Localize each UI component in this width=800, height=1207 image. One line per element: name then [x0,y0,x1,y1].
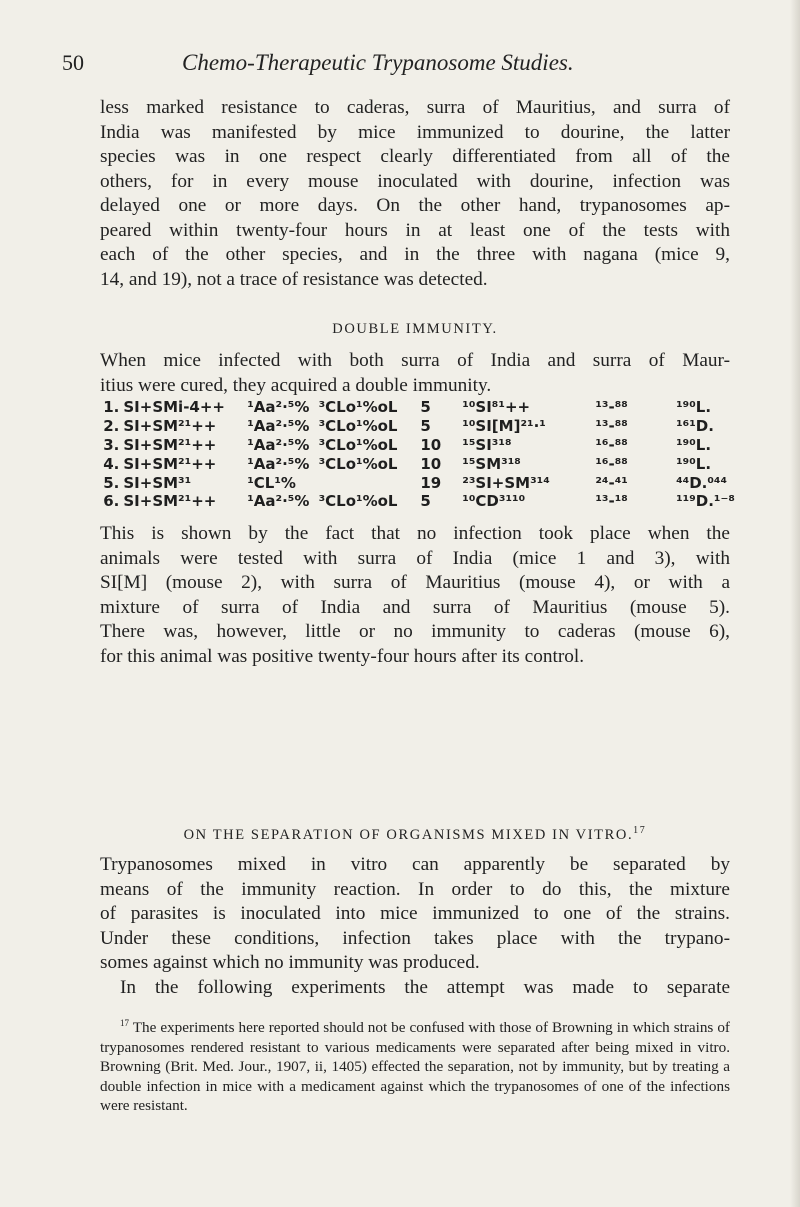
table-cell-c1: SI+SM²¹++ [123,435,217,454]
text-line: itius were cured, they acquired a double immunity. [100,374,492,396]
table-cell-c3: ³CLo¹%oL [318,417,398,436]
table-cell-c5: ²³SI+SM³¹⁴ [462,473,550,492]
table-cell-c4: 19 [420,473,442,492]
table-row [96,473,738,492]
table-cell-c5: ¹⁵SI³¹⁸ [462,435,512,454]
table-row [96,436,738,455]
table-cell-c2: ¹Aa²·⁵% [247,454,310,473]
paragraph-separation [100,853,730,1000]
text-line: When mice infected with both surra of India and surra of Maur- [100,350,730,371]
table-cell-c7: ¹⁹⁰L. [676,454,712,473]
table-cell-c3: ³CLo¹%oL [318,492,398,511]
table-cell-c2: ¹Aa²·⁵% [247,492,310,511]
table-cell-c7: ¹⁹⁰L. [676,398,712,417]
text-line: This is shown by the fact that no infection took place when the [100,523,730,544]
section-heading-separation [100,825,730,844]
table-cell-c5: ¹⁰CD³¹¹⁰ [462,492,526,511]
text-line: mixture of surra of India and surra of Mauritius (mouse 5). [100,596,730,618]
text-line: Trypanosomes mixed in vitro can apparently be separated by [100,854,730,875]
table-cell-c3: ³CLo¹%oL [318,398,398,417]
table-cell-c1: SI+SM²¹++ [123,454,217,473]
text-line: for this animal was positive twenty-four hours after its control. [100,645,585,667]
table-cell-c6: ²⁴-⁴¹ [595,473,628,492]
footnote [100,1014,730,1116]
running-title: Chemo-Therapeutic Trypanosome Studies. [182,50,574,75]
table-cell-c2: ¹CL¹% [247,473,296,492]
table-cell-n: 2. [103,417,120,436]
table-cell-c1: SI+SM²¹++ [123,492,217,511]
table-cell-c6: ¹⁶-⁸⁸ [595,454,628,473]
table-cell-c4: 5 [420,492,431,511]
table-cell-c5: ¹⁵SM³¹⁸ [462,454,521,473]
text-line: somes against which no immunity was produced. [100,952,480,973]
text-line: SI[M] (mouse 2), with surra of Mauritius (mouse 4), or with a [100,572,730,593]
text-line: delayed one or more days. On the other hand, trypanosomes ap- [100,195,730,216]
text-line: 14, and 19), not a trace of resistance was detected. [100,268,488,290]
text-line: others, for in every mouse inoculated with dourine, infection was [100,170,730,192]
table-cell-c1: SI+SMi-4++ [123,398,225,417]
text-line: Under these conditions, infection takes place with the trypano- [100,927,730,949]
paragraph-resistance [100,96,730,292]
table-cell-c2: ¹Aa²·⁵% [247,417,310,436]
table-cell-c2: ¹Aa²·⁵% [247,435,310,454]
page-header [62,50,742,80]
table-cell-c4: 10 [420,454,442,473]
immunity-table [96,398,738,511]
text-line: In the following experiments the attempt was made to separate [120,976,730,998]
text-line: There was, however, little or no immunity to caderas (mouse 6), [100,621,730,642]
table-row [96,398,738,417]
table-cell-c4: 10 [420,435,442,454]
paragraph-double-immunity [100,349,730,398]
table-cell-c1: SI+SM²¹++ [123,417,217,436]
table-cell-c2: ¹Aa²·⁵% [247,398,310,417]
table-cell-n: 1. [103,398,120,417]
footnote-reference: 17 [633,825,647,836]
table-cell-c7: ⁴⁴D.⁰⁴⁴ [676,473,728,492]
text-line: means of the immunity reaction. In order to do this, the mixture [100,878,730,900]
table-cell-c6: ¹³-¹⁸ [595,492,628,511]
table-cell-c6: ¹³-⁸⁸ [595,417,628,436]
text-line: less marked resistance to caderas, surra of Mauritius, and surra of [100,97,730,118]
text-line: each of the other species, and in the three with nagana (mice 9, [100,244,730,265]
table-cell-c3: ³CLo¹%oL [318,454,398,473]
table-row [96,454,738,473]
table-cell-c7: ¹⁶¹D. [676,417,714,436]
table-cell-n: 4. [103,454,120,473]
section-heading-double-immunity: DOUBLE IMMUNITY. [332,321,498,337]
table-cell-c7: ¹⁹⁰L. [676,435,712,454]
page-number: 50 [62,50,84,75]
table-cell-c6: ¹⁶-⁸⁸ [595,435,628,454]
table-cell-c5: ¹⁰SI⁸¹++ [462,398,531,417]
table-cell-c4: 5 [420,398,431,417]
table-cell-c5: ¹⁰SI[M]²¹·¹ [462,417,546,436]
text-line: animals were tested with surra of India (mice 1 and 3), with [100,547,730,569]
table-cell-n: 6. [103,492,120,511]
table-cell-n: 3. [103,435,120,454]
heading-text: ON THE SEPARATION OF ORGANISMS MIXED IN VITRO. [183,826,634,843]
paragraph-results [100,522,730,669]
table-cell-c3: ³CLo¹%oL [318,435,398,454]
page-edge-shadow [790,0,800,1207]
footnote-text: The experiments here reported should not be confused with those of Browning in which strains of trypanosomes rendered resistant to various medicaments were separated after being mixed in vitro. Browning (Brit. Med. Jour., 1907, ii, 1405) effected the separation, not by immunity, but by treating a double infection in mice with a medicament against which the trypanosomes of one of the infections were resistant. [100,1019,730,1115]
footnote-marker: 17 [120,1018,129,1028]
table-cell-c3 [317,473,419,492]
text-line: India was manifested by mice immunized to dourine, the latter [100,121,730,143]
text-line: peared within twenty-four hours in at least one of the tests with [100,219,730,241]
table-row [96,417,738,436]
table-cell-n: 5. [103,473,120,492]
text-line: of parasites is inoculated into mice immunized to one of the strains. [100,903,730,924]
table-cell-c1: SI+SM³¹ [123,473,192,492]
table-row [96,492,738,511]
table-cell-c4: 5 [420,417,431,436]
table-cell-c7: ¹¹⁹D.¹⁻⁸ [676,492,735,511]
table-cell-c6: ¹³-⁸⁸ [595,398,628,417]
text-line: species was in one respect clearly differentiated from all of the [100,146,730,167]
